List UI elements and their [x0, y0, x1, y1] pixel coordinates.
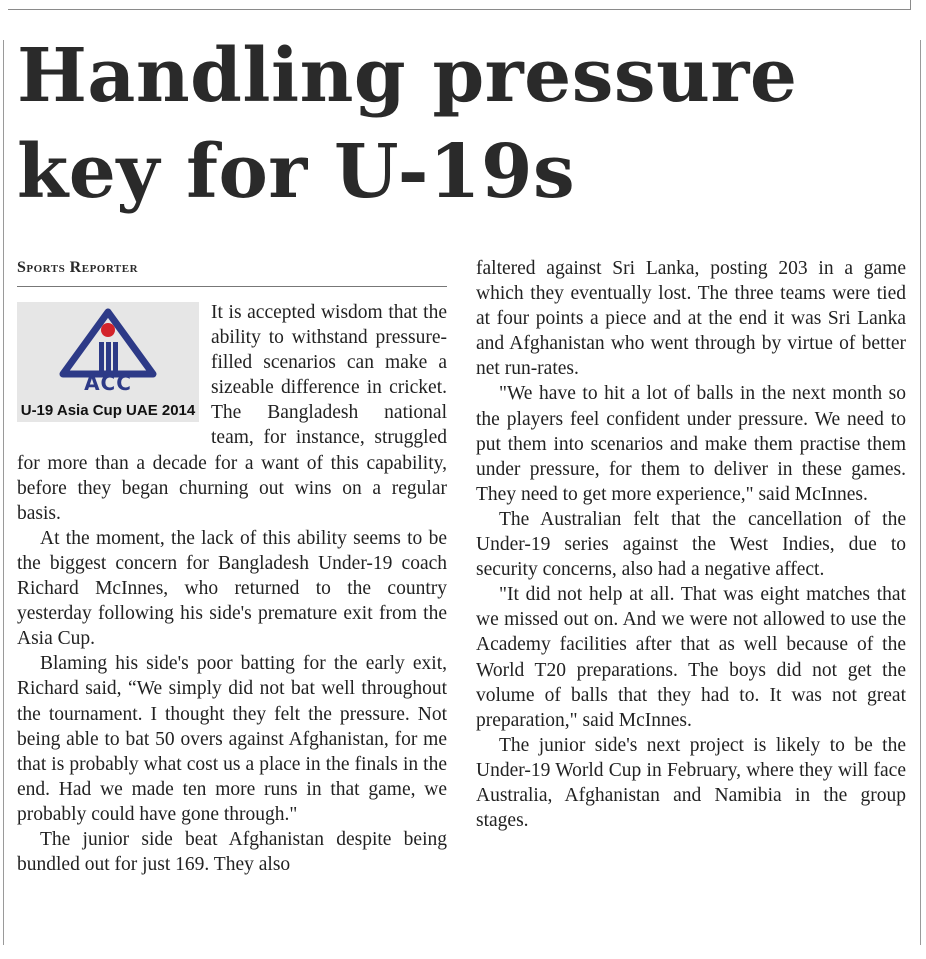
article-paragraph: The Australian felt that the cancellation of the Under-19 series against the West Indies, due to security concerns, also had a negative affect.	[476, 508, 906, 581]
article-paragraph: The junior side's next project is likely to be the Under-19 World Cup in February, where they will face Australia, Afghanistan and Namibia in the group stages.	[476, 734, 906, 832]
logo-caption: U-19 Asia Cup UAE 2014	[20, 402, 196, 419]
article-paragraph: "It did not help at all. That was eight matches that we missed out on. And we were not allowed to use the Academy facilities after that as well because of the World T20 preparations. The boys did not get the volume of balls that they had to. It was not great preparation," said McInnes.	[476, 584, 906, 731]
article-column-2	[476, 256, 906, 833]
article-paragraph: The junior side beat Afghanistan despite being bundled out for just 169. They also	[17, 828, 447, 876]
right-column-rule	[920, 40, 921, 945]
article-paragraph: Blaming his side's poor batting for the early exit, Richard said, “We simply did not bat well throughout the tournament. I thought they felt the pressure. Not being able to bat 50 overs against Afghanistan, for me that is probably what cost us a place in the finals in the end. Had we made ten more runs in that game, we probably could have gone through."	[17, 653, 447, 825]
article-paragraph: At the moment, the lack of this ability seems to be the biggest concern for Bangladesh Under-19 coach Richard McInnes, who returned to the country yesterday following his side's premature exit from the Asia Cup.	[17, 527, 447, 650]
acc-logo	[17, 302, 199, 422]
byline: Sports Reporter	[17, 259, 139, 276]
article-column-1	[17, 300, 447, 877]
article-paragraph	[17, 300, 447, 526]
corner-rule	[910, 0, 911, 10]
article-paragraph: "We have to hit a lot of balls in the next month so the players feel confident under pressure. We need to put them into scenarios and make them practise them under pressure, for them to deliver in these games. They need to get more experience," said McInnes.	[476, 383, 906, 505]
logo-acronym: ACC	[84, 371, 132, 395]
left-column-rule	[3, 40, 4, 945]
headline: Handling pressure key for U-19s	[17, 33, 798, 215]
byline-rule	[17, 286, 447, 287]
paragraph-text: It is accepted wisdom that the ability to withstand pressure-filled scenarios can make a sizeable difference in cricket. The Bangladesh national team, for instance, struggled for more than a decade for a want of this capability, before they began churning out wins on a regular basis.	[17, 302, 447, 524]
article-paragraph: faltered against Sri Lanka, posting 203 in a game which they eventually lost. The three teams were tied at four points a piece and at the end it was Sri Lanka and Afghanistan who went through by virtue of better net run-rates.	[476, 258, 906, 380]
top-rule	[8, 9, 910, 10]
